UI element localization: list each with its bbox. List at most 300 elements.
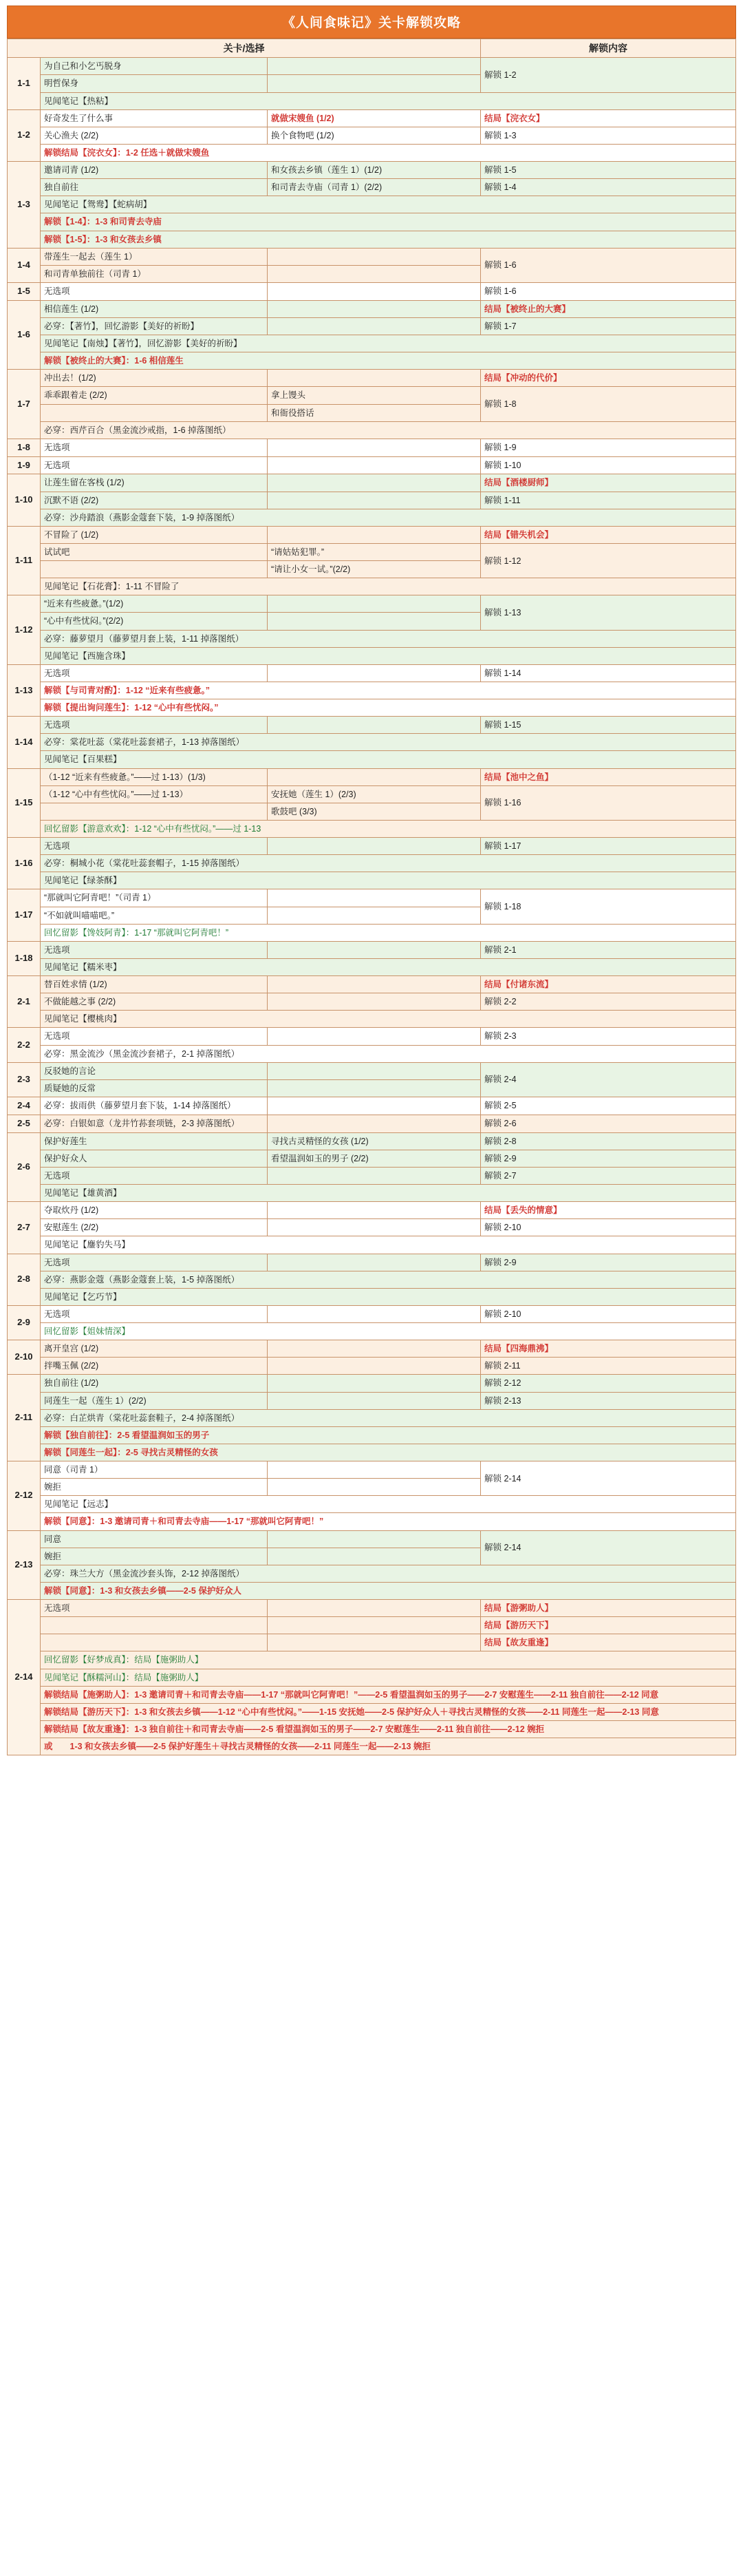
note-cell: 见闻笔记【热粘】	[41, 92, 736, 109]
table-row	[8, 1202, 736, 1219]
choice-cell-primary: 同意（司青 1）	[41, 1461, 268, 1479]
unlock-cell: 解锁 1-12	[481, 543, 736, 578]
choice-cell-secondary	[268, 265, 481, 282]
choice-cell-primary: 安慰莲生 (2/2)	[41, 1219, 268, 1236]
note-cell: 必穿：桐城小花（棠花吐蕊套帽子，1-15 掉落图纸）	[41, 855, 736, 872]
table-row	[8, 509, 736, 526]
unlock-cell: 解锁 2-14	[481, 1530, 736, 1565]
choice-cell-secondary	[268, 595, 481, 613]
table-row	[8, 1617, 736, 1634]
choice-cell-primary: （1-12 “近来有些疲惫。”——过 1-13）(1/3)	[41, 768, 268, 785]
level-label: 1-13	[8, 664, 41, 716]
choice-cell-secondary	[268, 838, 481, 855]
table-row	[8, 1167, 736, 1184]
note-cell: 或 1-3 和女孩去乡镇——2-5 保护好莲生＋寻找古灵精怪的女孩——2-11 同莲生一起——2-13 婉拒	[41, 1738, 736, 1755]
choice-cell-secondary	[268, 370, 481, 387]
note-cell: 解锁结局【故友重逢】：1-3 独自前往＋和司青去寺庙——2-5 看望温润如玉的男子——2-7 安慰莲生——2-11 独自前往——2-12 婉拒	[41, 1720, 736, 1738]
unlock-cell: 结局【错失机会】	[481, 526, 736, 543]
table-row	[8, 976, 736, 993]
note-cell: 解锁结局【施粥助人】：1-3 邀请司青＋和司青去寺庙——1-17 “那就叫它阿青吧！”——2-5 看望温润如玉的男子——2-7 安慰莲生——2-11 独自前往——2-12 同意	[41, 1686, 736, 1703]
note-cell: 见闻笔记【南烛】【著竹】，回忆游影【美好的祈盼】	[41, 335, 736, 352]
choice-cell-secondary	[268, 993, 481, 1011]
level-label: 1-14	[8, 717, 41, 768]
choice-cell-primary: 相信莲生 (1/2)	[41, 300, 268, 317]
choice-cell-primary: 不做能越之事 (2/2)	[41, 993, 268, 1011]
level-label: 1-7	[8, 370, 41, 439]
table-row	[8, 1358, 736, 1375]
level-label: 2-9	[8, 1305, 41, 1340]
unlock-cell: 解锁 1-16	[481, 785, 736, 820]
unlock-cell: 结局【游历天下】	[481, 1617, 736, 1634]
note-cell: 见闻笔记【绿茶酥】	[41, 872, 736, 889]
page-title: 《人间食味记》关卡解锁攻略	[7, 6, 736, 39]
table-body	[8, 58, 736, 1755]
choice-cell-primary: “心中有些忧闷。”(2/2)	[41, 613, 268, 630]
choice-cell-primary: “近来有些疲惫。”(1/2)	[41, 595, 268, 613]
level-label: 2-5	[8, 1115, 41, 1132]
table-row	[8, 664, 736, 682]
note-cell: 解锁【1-5】：1-3 和女孩去乡镇	[41, 231, 736, 248]
unlock-cell: 结局【四海鼎沸】	[481, 1340, 736, 1358]
table-row	[8, 1409, 736, 1426]
choice-cell-primary: 无选项	[41, 1600, 268, 1617]
choice-cell-secondary	[268, 1461, 481, 1479]
unlock-cell: 解锁 2-9	[481, 1150, 736, 1167]
unlock-cell: 解锁 1-17	[481, 838, 736, 855]
unlock-cell: 解锁 1-13	[481, 595, 736, 630]
choice-cell-secondary	[268, 976, 481, 993]
table-row	[8, 1028, 736, 1045]
table-row	[8, 1669, 736, 1686]
unlock-cell: 结局【付诸东流】	[481, 976, 736, 993]
note-cell: 解锁【提出询问莲生】：1-12 “心中有些忧闷。”	[41, 699, 736, 717]
choice-cell-secondary: 和女孩去乡镇（莲生 1）(1/2)	[268, 162, 481, 179]
table-row	[8, 924, 736, 941]
choice-cell-primary: 无选项	[41, 439, 268, 456]
choice-cell-secondary	[268, 1062, 481, 1079]
level-label: 1-15	[8, 768, 41, 838]
choice-cell-primary: 明哲保身	[41, 75, 268, 92]
note-cell: 解锁【与司青对酌】：1-12 “近来有些疲惫。”	[41, 682, 736, 699]
choice-cell-secondary	[268, 474, 481, 492]
table-row	[8, 1426, 736, 1444]
table-row	[8, 1496, 736, 1513]
table-row	[8, 526, 736, 543]
note-cell: 见闻笔记【鏖豹失马】	[41, 1236, 736, 1254]
choice-cell-primary: （1-12 “心中有些忧闷。”——过 1-13）	[41, 785, 268, 803]
table-row	[8, 1565, 736, 1582]
level-label: 2-3	[8, 1062, 41, 1097]
choice-cell-secondary	[268, 1219, 481, 1236]
unlock-cell: 解锁 2-1	[481, 941, 736, 958]
level-label: 2-1	[8, 976, 41, 1028]
table-row	[8, 1582, 736, 1599]
unlock-cell: 结局【被终止的大赛】	[481, 300, 736, 317]
choice-cell-primary: 无选项	[41, 838, 268, 855]
choice-cell-secondary: 歌鼓吧 (3/3)	[268, 803, 481, 820]
level-label: 1-17	[8, 889, 41, 941]
note-cell: 必穿：燕影金蔻（燕影金蔻套上装，1-5 掉落图纸）	[41, 1271, 736, 1288]
level-label: 1-5	[8, 282, 41, 300]
unlock-cell: 解锁 1-11	[481, 492, 736, 509]
table-row	[8, 1375, 736, 1392]
note-cell: 必穿：棠花吐蕊（棠花吐蕊套裙子，1-13 掉落图纸）	[41, 734, 736, 751]
choice-cell-secondary	[268, 1097, 481, 1115]
table-row	[8, 941, 736, 958]
choice-cell-primary: 无选项	[41, 1167, 268, 1184]
table-row	[8, 855, 736, 872]
choice-cell-secondary	[268, 1079, 481, 1097]
table-row	[8, 630, 736, 647]
unlock-cell: 解锁 2-4	[481, 1062, 736, 1097]
table-row	[8, 1062, 736, 1079]
table-row	[8, 682, 736, 699]
level-label: 1-16	[8, 838, 41, 889]
choice-cell-secondary	[268, 1600, 481, 1617]
note-cell: 解锁【同莲生一起】：2-5 寻找古灵精怪的女孩	[41, 1444, 736, 1461]
note-cell: 解锁【被终止的大赛】：1-6 相信莲生	[41, 352, 736, 370]
table-row	[8, 872, 736, 889]
choice-cell-primary: 和司青单独前往（司青 1）	[41, 265, 268, 282]
table-row	[8, 1219, 736, 1236]
level-label: 2-14	[8, 1600, 41, 1755]
unlock-cell: 结局【冲动的代价】	[481, 370, 736, 387]
table-row	[8, 456, 736, 474]
choice-cell-primary: 带莲生一起去（莲生 1）	[41, 248, 268, 265]
note-cell: 见闻笔记【樱桃肉】	[41, 1011, 736, 1028]
table-row	[8, 993, 736, 1011]
choice-cell-secondary	[268, 1167, 481, 1184]
level-label: 1-18	[8, 941, 41, 975]
unlock-cell: 解锁 1-6	[481, 282, 736, 300]
unlock-cell: 解锁 1-7	[481, 317, 736, 335]
choice-cell-primary: 试试吧	[41, 543, 268, 560]
table-row	[8, 387, 736, 404]
unlock-cell: 解锁 1-2	[481, 58, 736, 92]
choice-cell-secondary	[268, 1548, 481, 1565]
level-label: 1-2	[8, 109, 41, 161]
choice-cell-primary: 独自前往 (1/2)	[41, 1375, 268, 1392]
level-label: 1-3	[8, 162, 41, 249]
choice-cell-primary	[41, 803, 268, 820]
table-row	[8, 1115, 736, 1132]
table-row	[8, 751, 736, 768]
table-row	[8, 1271, 736, 1288]
note-cell: 必穿：沙舟踏浪（燕影金蔻套下装，1-9 掉落图纸）	[41, 509, 736, 526]
choice-cell-secondary: 和司青去寺庙（司青 1）(2/2)	[268, 179, 481, 196]
table-row	[8, 1254, 736, 1271]
note-cell: 解锁【1-4】：1-3 和司青去寺庙	[41, 213, 736, 231]
unlock-cell: 解锁 1-14	[481, 664, 736, 682]
choice-cell-primary: 夺取炊丹 (1/2)	[41, 1202, 268, 1219]
level-label: 1-8	[8, 439, 41, 456]
note-cell: 必穿：藤萝望月（藤萝望月套上装，1-11 掉落图纸）	[41, 630, 736, 647]
table-row	[8, 785, 736, 803]
choice-cell-secondary: 看望温润如玉的男子 (2/2)	[268, 1150, 481, 1167]
choice-cell-secondary: 就做宋嫂鱼 (1/2)	[268, 109, 481, 127]
unlock-cell: 解锁 2-12	[481, 1375, 736, 1392]
choice-cell-secondary	[268, 1358, 481, 1375]
unlock-cell: 解锁 2-7	[481, 1167, 736, 1184]
note-cell: 解锁【独自前往】：2-5 看望温润如玉的男子	[41, 1426, 736, 1444]
unlock-cell: 解锁 1-15	[481, 717, 736, 734]
choice-cell-secondary	[268, 1115, 481, 1132]
choice-cell-secondary	[268, 907, 481, 924]
choice-cell-secondary	[268, 248, 481, 265]
table-row	[8, 109, 736, 127]
level-label: 2-11	[8, 1375, 41, 1461]
level-label: 1-10	[8, 474, 41, 526]
choice-cell-primary: 无选项	[41, 664, 268, 682]
table-row	[8, 1703, 736, 1720]
unlock-cell: 解锁 1-10	[481, 456, 736, 474]
unlock-cell: 解锁 2-8	[481, 1132, 736, 1150]
table-row	[8, 300, 736, 317]
choice-cell-primary: 好奇发生了什么事	[41, 109, 268, 127]
choice-cell-secondary	[268, 317, 481, 335]
note-cell: 必穿：黑金流沙（黑金流沙套裙子，2-1 掉落图纸）	[41, 1045, 736, 1062]
choice-cell-secondary	[268, 664, 481, 682]
unlock-cell: 解锁 2-10	[481, 1305, 736, 1322]
choice-cell-primary: 不冒险了 (1/2)	[41, 526, 268, 543]
table-row	[8, 1150, 736, 1167]
choice-cell-secondary	[268, 768, 481, 785]
table-row	[8, 421, 736, 439]
note-cell: 解锁【同意】：1-3 和女孩去乡镇——2-5 保护好众人	[41, 1582, 736, 1599]
choice-cell-primary: 冲出去！(1/2)	[41, 370, 268, 387]
table-row	[8, 1288, 736, 1305]
table-row	[8, 1236, 736, 1254]
level-label: 2-13	[8, 1530, 41, 1600]
table-row	[8, 92, 736, 109]
choice-cell-primary: 离开皇宫 (1/2)	[41, 1340, 268, 1358]
choice-cell-primary: 婉拒	[41, 1479, 268, 1496]
choice-cell-primary: “那就叫它阿青吧！”（司青 1）	[41, 889, 268, 907]
choice-cell-primary	[41, 1634, 268, 1651]
unlock-guide-table	[7, 39, 736, 1755]
choice-cell-secondary	[268, 717, 481, 734]
table-row	[8, 734, 736, 751]
choice-cell-primary	[41, 1617, 268, 1634]
table-row	[8, 196, 736, 213]
choice-cell-primary: 沉默不语 (2/2)	[41, 492, 268, 509]
choice-cell-secondary	[268, 492, 481, 509]
choice-cell-primary: 反驳她的言论	[41, 1062, 268, 1079]
table-row	[8, 1651, 736, 1669]
unlock-cell: 解锁 2-11	[481, 1358, 736, 1375]
unlock-cell: 结局【酒楼厨师】	[481, 474, 736, 492]
choice-cell-primary: 保护好莲生	[41, 1132, 268, 1150]
table-row	[8, 439, 736, 456]
table-row	[8, 1045, 736, 1062]
choice-cell-primary: 独自前往	[41, 179, 268, 196]
table-row	[8, 1340, 736, 1358]
choice-cell-primary: 无选项	[41, 1305, 268, 1322]
choice-cell-primary: 无选项	[41, 282, 268, 300]
table-row	[8, 1392, 736, 1409]
table-row	[8, 958, 736, 975]
choice-cell-secondary: 拿上馒头	[268, 387, 481, 404]
note-cell: 见闻笔记【百果糕】	[41, 751, 736, 768]
note-cell: 回忆留影【馋妓阿青】：1-17 “那就叫它阿青吧！”	[41, 924, 736, 941]
level-label: 2-10	[8, 1340, 41, 1375]
table-row	[8, 1305, 736, 1322]
table-row	[8, 231, 736, 248]
unlock-cell: 结局【游粥助人】	[481, 1600, 736, 1617]
choice-cell-secondary	[268, 300, 481, 317]
table-header-row	[8, 39, 736, 58]
choice-cell-primary: 为自己和小乞丐脱身	[41, 58, 268, 75]
choice-cell-primary: 无选项	[41, 941, 268, 958]
choice-cell-secondary	[268, 1202, 481, 1219]
unlock-cell: 解锁 2-9	[481, 1254, 736, 1271]
choice-cell-primary: 必穿：拔雨供（藤萝望月套下装，1-14 掉落图纸）	[41, 1097, 268, 1115]
level-label: 2-8	[8, 1254, 41, 1305]
choice-cell-primary: 拌嘴玉佩 (2/2)	[41, 1358, 268, 1375]
level-label: 1-12	[8, 595, 41, 665]
choice-cell-secondary: 安抚她（莲生 1）(2/3)	[268, 785, 481, 803]
table-row	[8, 474, 736, 492]
note-cell: 解锁结局【浣衣女】：1-2 任选＋就做宋嫂鱼	[41, 144, 736, 161]
unlock-cell: 解锁 1-4	[481, 179, 736, 196]
table-row	[8, 213, 736, 231]
choice-cell-primary: 保护好众人	[41, 1150, 268, 1167]
note-cell: 见闻笔记【西施含珠】	[41, 647, 736, 664]
table-row	[8, 352, 736, 370]
choice-cell-primary: 邀请司青 (1/2)	[41, 162, 268, 179]
choice-cell-secondary	[268, 1375, 481, 1392]
header-unlocks: 解锁内容	[481, 39, 736, 58]
level-label: 2-6	[8, 1132, 41, 1202]
table-row	[8, 1738, 736, 1755]
note-cell: 回忆留影【姐妹情深】	[41, 1323, 736, 1340]
note-cell: 见闻笔记【雄黄酒】	[41, 1185, 736, 1202]
table-row	[8, 1011, 736, 1028]
choice-cell-primary: 乖乖跟着走 (2/2)	[41, 387, 268, 404]
note-cell: 见闻笔记【乞巧节】	[41, 1288, 736, 1305]
table-row	[8, 543, 736, 560]
choice-cell-primary: 必穿：白银如意（龙井竹荪套项链，2-3 掉落图纸）	[41, 1115, 268, 1132]
choice-cell-secondary	[268, 456, 481, 474]
note-cell: 必穿：珠兰大方（黑金流沙套头饰，2-12 掉落图纸）	[41, 1565, 736, 1582]
table-row	[8, 578, 736, 595]
choice-cell-secondary	[268, 613, 481, 630]
unlock-cell: 结局【丢失的情意】	[481, 1202, 736, 1219]
choice-cell-secondary	[268, 1028, 481, 1045]
unlock-cell: 解锁 2-10	[481, 1219, 736, 1236]
table-row	[8, 317, 736, 335]
table-row	[8, 179, 736, 196]
unlock-cell: 解锁 2-5	[481, 1097, 736, 1115]
note-cell: 解锁结局【游历天下】：1-3 和女孩去乡镇——1-12 “心中有些忧闷。”——1-15 安抚她——2-5 保护好众人＋寻找古灵精怪的女孩——2-11 同莲生一起——2-13 同意	[41, 1703, 736, 1720]
unlock-cell: 结局【浣衣女】	[481, 109, 736, 127]
unlock-cell: 结局【池中之鱼】	[481, 768, 736, 785]
note-cell: 回忆留影【游意欢欢】：1-12 “心中有些忧闷。”——过 1-13	[41, 820, 736, 837]
choice-cell-secondary	[268, 1617, 481, 1634]
table-row	[8, 127, 736, 144]
table-row	[8, 1634, 736, 1651]
table-row	[8, 1323, 736, 1340]
choice-cell-primary: 婉拒	[41, 1548, 268, 1565]
table-row	[8, 282, 736, 300]
table-row	[8, 492, 736, 509]
unlock-cell: 解锁 2-13	[481, 1392, 736, 1409]
choice-cell-secondary: 和衙役搭话	[268, 404, 481, 421]
unlock-cell: 解锁 2-2	[481, 993, 736, 1011]
choice-cell-primary: 无选项	[41, 1254, 268, 1271]
table-row	[8, 1600, 736, 1617]
unlock-cell: 解锁 2-3	[481, 1028, 736, 1045]
choice-cell-primary	[41, 404, 268, 421]
choice-cell-secondary	[268, 1530, 481, 1548]
choice-cell-secondary: “请姑姑犯罪。”	[268, 543, 481, 560]
choice-cell-primary: 无选项	[41, 1028, 268, 1045]
table-row	[8, 838, 736, 855]
header-choices: 关卡/选择	[8, 39, 481, 58]
level-label: 1-1	[8, 58, 41, 109]
choice-cell-secondary	[268, 526, 481, 543]
note-cell: 见闻笔记【鸳鸯】【蛇病胡】	[41, 196, 736, 213]
note-cell: 见闻笔记【酥糯河山】：结局【施粥助人】	[41, 1669, 736, 1686]
choice-cell-secondary	[268, 1254, 481, 1271]
choice-cell-secondary	[268, 75, 481, 92]
unlock-cell: 解锁 1-18	[481, 889, 736, 924]
choice-cell-secondary	[268, 1392, 481, 1409]
choice-cell-secondary	[268, 439, 481, 456]
choice-cell-primary: 同意	[41, 1530, 268, 1548]
choice-cell-secondary: 换个食物吧 (1/2)	[268, 127, 481, 144]
note-cell: 解锁【同意】：1-3 邀请司青＋和司青去寺庙——1-17 “那就叫它阿青吧！”	[41, 1513, 736, 1530]
choice-cell-primary: 替百姓求情 (1/2)	[41, 976, 268, 993]
unlock-cell: 结局【故友重逢】	[481, 1634, 736, 1651]
unlock-cell: 解锁 1-6	[481, 248, 736, 282]
table-row	[8, 1185, 736, 1202]
choice-cell-secondary	[268, 282, 481, 300]
table-row	[8, 768, 736, 785]
level-label: 1-11	[8, 526, 41, 595]
table-row	[8, 699, 736, 717]
choice-cell-primary: 无选项	[41, 717, 268, 734]
table-row	[8, 889, 736, 907]
table-row	[8, 1461, 736, 1479]
table-row	[8, 58, 736, 75]
choice-cell-secondary	[268, 941, 481, 958]
choice-cell-secondary	[268, 1634, 481, 1651]
unlock-cell: 解锁 2-6	[481, 1115, 736, 1132]
choice-cell-primary: 同莲生一起（莲生 1）(2/2)	[41, 1392, 268, 1409]
table-row	[8, 595, 736, 613]
note-cell: 见闻笔记【远志】	[41, 1496, 736, 1513]
choice-cell-secondary	[268, 1305, 481, 1322]
choice-cell-primary: 关心渔夫 (2/2)	[41, 127, 268, 144]
choice-cell-secondary	[268, 1340, 481, 1358]
table-row	[8, 162, 736, 179]
unlock-cell: 解锁 1-3	[481, 127, 736, 144]
note-cell: 必穿：西芹百合（黑金流沙戒指，1-6 掉落图纸）	[41, 421, 736, 439]
choice-cell-primary: 让莲生留在客栈 (1/2)	[41, 474, 268, 492]
level-label: 2-2	[8, 1028, 41, 1062]
choice-cell-primary	[41, 561, 268, 578]
table-row	[8, 144, 736, 161]
choice-cell-secondary	[268, 58, 481, 75]
table-row	[8, 1132, 736, 1150]
choice-cell-primary: “不如就叫喵喵吧。”	[41, 907, 268, 924]
note-cell: 回忆留影【好梦成真】：结局【施粥助人】	[41, 1651, 736, 1669]
level-label: 1-9	[8, 456, 41, 474]
table-row	[8, 1444, 736, 1461]
note-cell: 见闻笔记【糯米枣】	[41, 958, 736, 975]
choice-cell-primary: 无选项	[41, 456, 268, 474]
